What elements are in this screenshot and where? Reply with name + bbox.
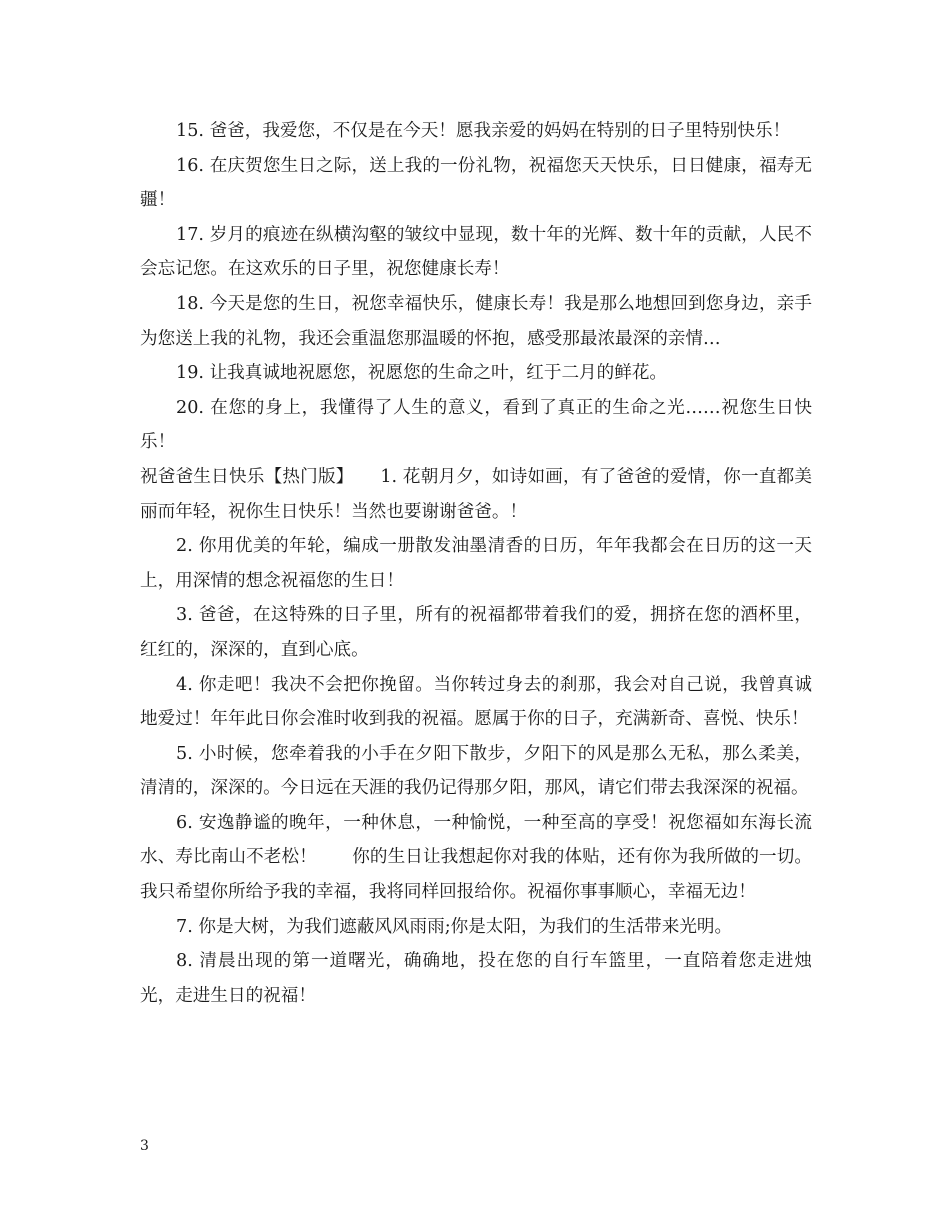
paragraph-15: 15. 爸爸，我爱您，不仅是在今天！愿我亲爱的妈妈在特别的日子里特别快乐！ <box>176 121 791 141</box>
paragraph-7: 7. 你是大树，为我们遮蔽风风雨雨;你是太阳，为我们的生活带来光明。 <box>176 916 733 937</box>
paragraph-16: 16. 在庆贺您生日之际，送上我的一份礼物，祝福您天天快乐，日日健康，福寿无疆！ <box>140 155 812 211</box>
paragraph-6: 6. 安逸静谧的晚年，一种休息，一种愉悦，一种至高的享受！祝您福如东海长流水、寿比南山不老松！ 你的生日让我想起你对我的体贴，还有你为我所做的一切。我只希望你所给予我的幸福，我将同样回报给你。祝福你事事顺心，幸福无边！ <box>140 812 812 903</box>
document-body <box>140 114 812 1013</box>
page-number: 3 <box>140 1138 149 1154</box>
paragraph-2: 2. 你用优美的年轮，编成一册散发油墨清香的日历，年年我都会在日历的这一天上，用深情的想念祝福您的生日！ <box>140 536 812 591</box>
paragraph-19: 19. 让我真诚地祝愿您，祝愿您的生命之叶，红于二月的鲜花。 <box>176 363 668 384</box>
paragraph-18: 18. 今天是您的生日，祝您幸福快乐，健康长寿！我是那么地想回到您身边，亲手为您送上我的礼物，我还会重温您那温暖的怀抱，感受那最浓最深的亲情… <box>140 293 812 349</box>
paragraph-17: 17. 岁月的痕迹在纵横沟壑的皱纹中显现，数十年的光辉、数十年的贡献，人民不会忘记您。在这欢乐的日子里，祝您健康长寿！ <box>140 224 812 280</box>
paragraph-5: 5. 小时候，您牵着我的小手在夕阳下散步，夕阳下的风是那么无私，那么柔美，清清的，深深的。今日远在天涯的我仍记得那夕阳，那风，请它们带去我深深的祝福。 <box>140 743 812 799</box>
paragraph-20: 20. 在您的身上，我懂得了人生的意义，看到了真正的生命之光……祝您生日快乐！ <box>140 397 812 453</box>
paragraph-3: 3. 爸爸，在这特殊的日子里，所有的祝福都带着我们的爱，拥挤在您的酒杯里，红红的，深深的，直到心底。 <box>140 605 812 660</box>
paragraph-8: 8. 清晨出现的第一道曙光，确确地，投在您的自行车篮里，一直陪着您走进烛光，走进生日的祝福！ <box>140 951 812 1006</box>
paragraph-4: 4. 你走吧！我决不会把你挽留。当你转过身去的刹那，我会对自己说，我曾真诚地爱过！年年此日你会准时收到我的祝福。愿属于你的日子，充满新奇、喜悦、快乐！ <box>140 674 812 730</box>
section-heading-paragraph: 祝爸爸生日快乐【热门版】 1. 花朝月夕，如诗如画，有了爸爸的爱情，你一直都美丽而年轻，祝你生日快乐！当然也要谢谢爸爸。！ <box>140 466 812 522</box>
